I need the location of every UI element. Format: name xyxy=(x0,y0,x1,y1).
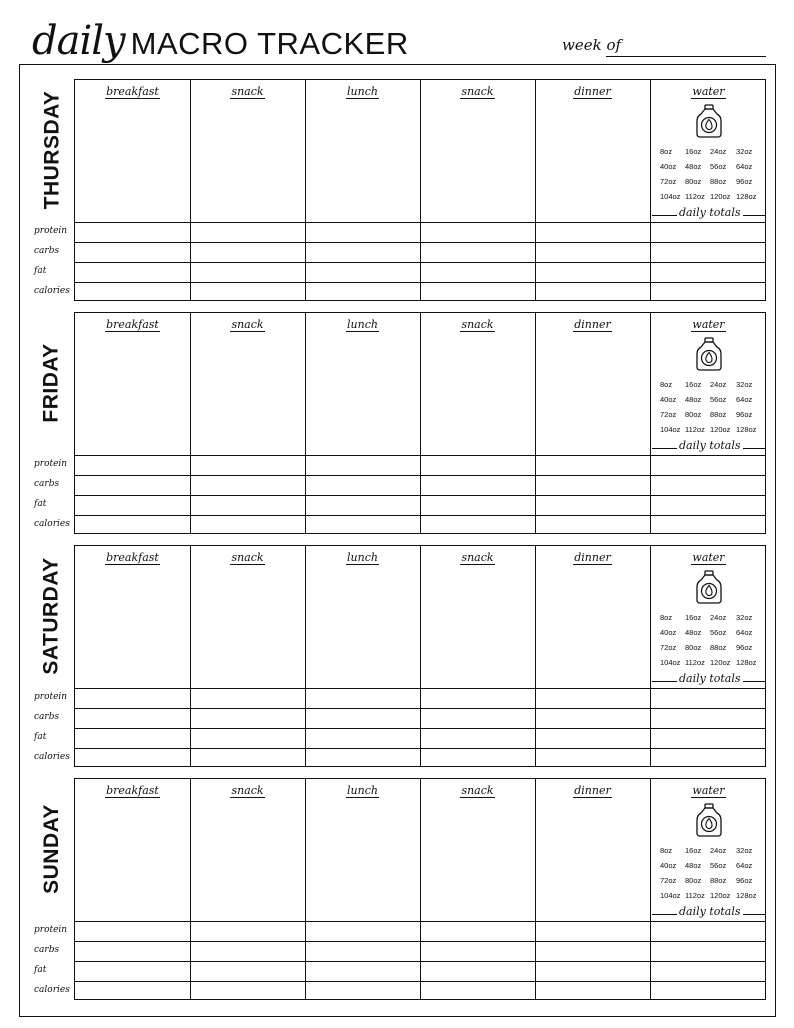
water-amount-checkbox[interactable]: 80oz xyxy=(685,643,702,652)
water-amount-checkbox[interactable]: 104oz xyxy=(660,425,681,434)
macro-label: calories xyxy=(34,752,70,762)
meal-entry-cell[interactable] xyxy=(77,801,188,919)
meal-header xyxy=(420,784,535,797)
meal-header xyxy=(190,551,305,564)
macro-label: carbs xyxy=(34,479,60,489)
water-amount-checkbox[interactable]: 32oz xyxy=(736,613,753,622)
meal-header-label: snack xyxy=(461,85,494,98)
day-name xyxy=(32,312,72,454)
meal-header-label: dinner xyxy=(574,551,611,564)
meal-entry-cell[interactable] xyxy=(537,801,648,919)
water-amount-checkbox[interactable]: 32oz xyxy=(736,147,753,156)
water-header xyxy=(650,784,767,797)
water-amount-checkbox[interactable]: 72oz xyxy=(660,643,677,652)
water-amount-checkbox[interactable]: 120oz xyxy=(710,658,731,667)
day-name xyxy=(32,778,72,920)
day-section xyxy=(20,298,775,530)
row-divider xyxy=(75,941,765,942)
column-divider xyxy=(305,779,306,999)
water-amount-checkbox[interactable]: 96oz xyxy=(736,410,753,419)
water-header xyxy=(650,551,767,564)
water-amount-checkbox[interactable]: 32oz xyxy=(736,846,753,855)
water-jug-icon xyxy=(695,337,723,371)
meal-header xyxy=(305,551,420,564)
column-divider xyxy=(190,80,191,300)
meal-header xyxy=(420,85,535,98)
row-divider xyxy=(75,728,765,729)
meal-entry-cell[interactable] xyxy=(77,102,188,220)
day-name-text: SUNDAY xyxy=(40,804,63,894)
water-amount-checkbox[interactable]: 120oz xyxy=(710,192,731,201)
meal-header xyxy=(420,551,535,564)
water-header-label: water xyxy=(692,85,725,98)
water-amount-checkbox[interactable]: 8oz xyxy=(660,613,673,622)
meal-entry-cell[interactable] xyxy=(537,102,648,220)
page-title xyxy=(32,18,409,68)
water-amount-checkbox[interactable]: 40oz xyxy=(660,861,677,870)
water-amount-checkbox[interactable]: 128oz xyxy=(736,192,757,201)
water-amount-checkbox[interactable]: 64oz xyxy=(736,861,753,870)
macro-label: calories xyxy=(34,985,70,995)
row-divider xyxy=(75,262,765,263)
meal-header-label: snack xyxy=(231,784,264,797)
water-amount-checkbox[interactable]: 8oz xyxy=(660,147,673,156)
meal-header-label: snack xyxy=(231,85,264,98)
meal-header xyxy=(190,85,305,98)
water-amount-checkbox[interactable]: 16oz xyxy=(685,380,702,389)
meal-entry-cell[interactable] xyxy=(537,335,648,453)
row-divider xyxy=(75,455,765,456)
water-amount-checkbox[interactable]: 104oz xyxy=(660,891,681,900)
title-script: daily xyxy=(32,18,125,64)
meal-header-label: snack xyxy=(231,318,264,331)
meal-header-label: dinner xyxy=(574,85,611,98)
meal-header-label: dinner xyxy=(574,318,611,331)
daily-totals-label: daily totals xyxy=(679,439,741,452)
column-divider xyxy=(535,80,536,300)
meal-header xyxy=(420,318,535,331)
day-grid xyxy=(74,312,766,534)
column-divider xyxy=(305,313,306,533)
water-amount-checkbox[interactable]: 88oz xyxy=(710,410,727,419)
meal-entry-cell[interactable] xyxy=(307,801,418,919)
water-header xyxy=(650,85,767,98)
meal-header xyxy=(75,318,190,331)
meal-header-label: lunch xyxy=(347,85,378,98)
meal-entry-cell[interactable] xyxy=(307,568,418,686)
water-amount-checkbox[interactable]: 72oz xyxy=(660,410,677,419)
water-amount-checkbox[interactable]: 96oz xyxy=(736,876,753,885)
meal-header xyxy=(75,85,190,98)
water-amount-checkbox[interactable]: 24oz xyxy=(710,846,727,855)
column-divider xyxy=(535,779,536,999)
macro-label: fat xyxy=(34,499,47,509)
day-name xyxy=(32,79,72,221)
water-header xyxy=(650,318,767,331)
macro-label: protein xyxy=(34,226,68,236)
macro-label: fat xyxy=(34,266,47,276)
row-divider xyxy=(75,748,765,749)
meal-header-label: snack xyxy=(231,551,264,564)
water-amount-checkbox[interactable]: 80oz xyxy=(685,876,702,885)
meal-header xyxy=(190,784,305,797)
water-header-label: water xyxy=(692,318,725,331)
water-amount-checkbox[interactable]: 112oz xyxy=(685,891,705,900)
water-amount-checkbox[interactable]: 16oz xyxy=(685,147,702,156)
water-amount-checkbox[interactable]: 120oz xyxy=(710,891,731,900)
day-section xyxy=(20,764,775,996)
meal-entry-cell[interactable] xyxy=(422,801,533,919)
meal-header xyxy=(75,551,190,564)
meal-header-label: breakfast xyxy=(106,551,159,564)
macro-label: protein xyxy=(34,692,68,702)
water-amount-checkbox[interactable]: 96oz xyxy=(736,177,753,186)
meal-header xyxy=(535,85,650,98)
daily-totals-label: daily totals xyxy=(679,905,741,918)
meal-entry-cell[interactable] xyxy=(192,102,303,220)
meal-header-label: breakfast xyxy=(106,784,159,797)
water-header-label: water xyxy=(692,551,725,564)
meal-header-label: snack xyxy=(461,551,494,564)
row-divider xyxy=(75,961,765,962)
meal-entry-cell[interactable] xyxy=(422,102,533,220)
water-amount-checkbox[interactable]: 64oz xyxy=(736,628,753,637)
meal-entry-cell[interactable] xyxy=(77,568,188,686)
meal-header xyxy=(75,784,190,797)
daily-totals-label: daily totals xyxy=(679,206,741,219)
macro-label: protein xyxy=(34,925,68,935)
water-amount-checkbox[interactable]: 72oz xyxy=(660,177,677,186)
water-amount-checkbox[interactable]: 40oz xyxy=(660,395,677,404)
row-divider xyxy=(75,515,765,516)
water-amount-checkbox[interactable]: 104oz xyxy=(660,658,681,667)
meal-header xyxy=(535,318,650,331)
water-amount-checkbox[interactable]: 40oz xyxy=(660,628,677,637)
day-section xyxy=(20,65,775,297)
day-name-text: THURSDAY xyxy=(40,90,63,210)
water-amount-checkbox[interactable]: 64oz xyxy=(736,395,753,404)
row-divider xyxy=(75,475,765,476)
day-grid xyxy=(74,778,766,1000)
tracker-frame xyxy=(19,64,776,1017)
row-divider xyxy=(75,222,765,223)
meal-header-label: breakfast xyxy=(106,85,159,98)
row-divider xyxy=(75,688,765,689)
water-amount-checkbox[interactable]: 48oz xyxy=(685,628,702,637)
column-divider xyxy=(535,546,536,766)
meal-header-label: lunch xyxy=(347,784,378,797)
day-grid xyxy=(74,79,766,301)
meal-header xyxy=(535,784,650,797)
week-of-field[interactable] xyxy=(606,56,766,57)
day-name xyxy=(32,545,72,687)
meal-entry-cell[interactable] xyxy=(422,335,533,453)
column-divider xyxy=(420,546,421,766)
daily-totals-label: daily totals xyxy=(679,672,741,685)
meal-entry-cell[interactable] xyxy=(192,801,303,919)
macro-label: fat xyxy=(34,732,47,742)
water-jug-icon xyxy=(695,803,723,837)
water-amount-checkbox[interactable]: 88oz xyxy=(710,177,727,186)
day-name-text: FRIDAY xyxy=(40,343,63,423)
water-jug-icon xyxy=(695,104,723,138)
water-amount-checkbox[interactable]: 24oz xyxy=(710,380,727,389)
water-amount-checkbox[interactable]: 40oz xyxy=(660,162,677,171)
meal-entry-cell[interactable] xyxy=(537,568,648,686)
water-amount-checkbox[interactable]: 16oz xyxy=(685,613,702,622)
meal-header xyxy=(305,784,420,797)
week-of-label: week of xyxy=(562,36,622,54)
water-amount-checkbox[interactable]: 48oz xyxy=(685,162,702,171)
meal-entry-cell[interactable] xyxy=(307,102,418,220)
column-divider xyxy=(535,313,536,533)
water-amount-checkbox[interactable]: 8oz xyxy=(660,846,673,855)
column-divider xyxy=(190,313,191,533)
water-amount-checkbox[interactable]: 48oz xyxy=(685,395,702,404)
row-divider xyxy=(75,282,765,283)
meal-entry-cell[interactable] xyxy=(192,568,303,686)
column-divider xyxy=(420,80,421,300)
column-divider xyxy=(650,313,651,533)
macro-label: fat xyxy=(34,965,47,975)
column-divider xyxy=(305,546,306,766)
water-jug-icon xyxy=(695,570,723,604)
day-section xyxy=(20,531,775,763)
meal-entry-cell[interactable] xyxy=(422,568,533,686)
row-divider xyxy=(75,921,765,922)
column-divider xyxy=(305,80,306,300)
row-divider xyxy=(75,981,765,982)
macro-label: calories xyxy=(34,519,70,529)
row-divider xyxy=(75,242,765,243)
water-amount-checkbox[interactable]: 80oz xyxy=(685,177,702,186)
meal-entry-cell[interactable] xyxy=(77,335,188,453)
meal-header-label: lunch xyxy=(347,318,378,331)
water-amount-checkbox[interactable]: 96oz xyxy=(736,643,753,652)
water-amount-checkbox[interactable]: 24oz xyxy=(710,613,727,622)
title-caps: MACRO TRACKER xyxy=(130,26,409,61)
row-divider xyxy=(75,495,765,496)
meal-header-label: snack xyxy=(461,784,494,797)
water-amount-checkbox[interactable]: 128oz xyxy=(736,425,757,434)
water-amount-checkbox[interactable]: 104oz xyxy=(660,192,681,201)
water-amount-checkbox[interactable]: 16oz xyxy=(685,846,702,855)
water-amount-checkbox[interactable]: 32oz xyxy=(736,380,753,389)
water-amount-checkbox[interactable]: 128oz xyxy=(736,891,757,900)
meal-header xyxy=(190,318,305,331)
macro-label: carbs xyxy=(34,712,60,722)
column-divider xyxy=(650,779,651,999)
meal-header xyxy=(305,85,420,98)
meal-header-label: lunch xyxy=(347,551,378,564)
meal-header xyxy=(305,318,420,331)
water-amount-checkbox[interactable]: 112oz xyxy=(685,425,705,434)
water-amount-checkbox[interactable]: 8oz xyxy=(660,380,673,389)
column-divider xyxy=(190,546,191,766)
meal-header-label: breakfast xyxy=(106,318,159,331)
meal-header xyxy=(535,551,650,564)
column-divider xyxy=(650,546,651,766)
macro-label: carbs xyxy=(34,246,60,256)
water-amount-checkbox[interactable]: 56oz xyxy=(710,162,727,171)
water-amount-checkbox[interactable]: 56oz xyxy=(710,395,727,404)
water-amount-checkbox[interactable]: 120oz xyxy=(710,425,731,434)
water-amount-checkbox[interactable]: 112oz xyxy=(685,192,705,201)
column-divider xyxy=(420,313,421,533)
water-amount-checkbox[interactable]: 80oz xyxy=(685,410,702,419)
meal-header-label: dinner xyxy=(574,784,611,797)
water-amount-checkbox[interactable]: 72oz xyxy=(660,876,677,885)
water-amount-checkbox[interactable]: 24oz xyxy=(710,147,727,156)
water-amount-checkbox[interactable]: 88oz xyxy=(710,876,727,885)
column-divider xyxy=(420,779,421,999)
water-amount-checkbox[interactable]: 48oz xyxy=(685,861,702,870)
water-amount-checkbox[interactable]: 56oz xyxy=(710,628,727,637)
water-amount-checkbox[interactable]: 88oz xyxy=(710,643,727,652)
day-name-text: SATURDAY xyxy=(40,557,63,675)
column-divider xyxy=(650,80,651,300)
water-amount-checkbox[interactable]: 112oz xyxy=(685,658,705,667)
column-divider xyxy=(190,779,191,999)
macro-label: carbs xyxy=(34,945,60,955)
macro-label: protein xyxy=(34,459,68,469)
water-header-label: water xyxy=(692,784,725,797)
meal-entry-cell[interactable] xyxy=(192,335,303,453)
water-amount-checkbox[interactable]: 128oz xyxy=(736,658,757,667)
water-amount-checkbox[interactable]: 64oz xyxy=(736,162,753,171)
row-divider xyxy=(75,708,765,709)
meal-entry-cell[interactable] xyxy=(307,335,418,453)
day-grid xyxy=(74,545,766,767)
macro-label: calories xyxy=(34,286,70,296)
meal-header-label: snack xyxy=(461,318,494,331)
water-amount-checkbox[interactable]: 56oz xyxy=(710,861,727,870)
